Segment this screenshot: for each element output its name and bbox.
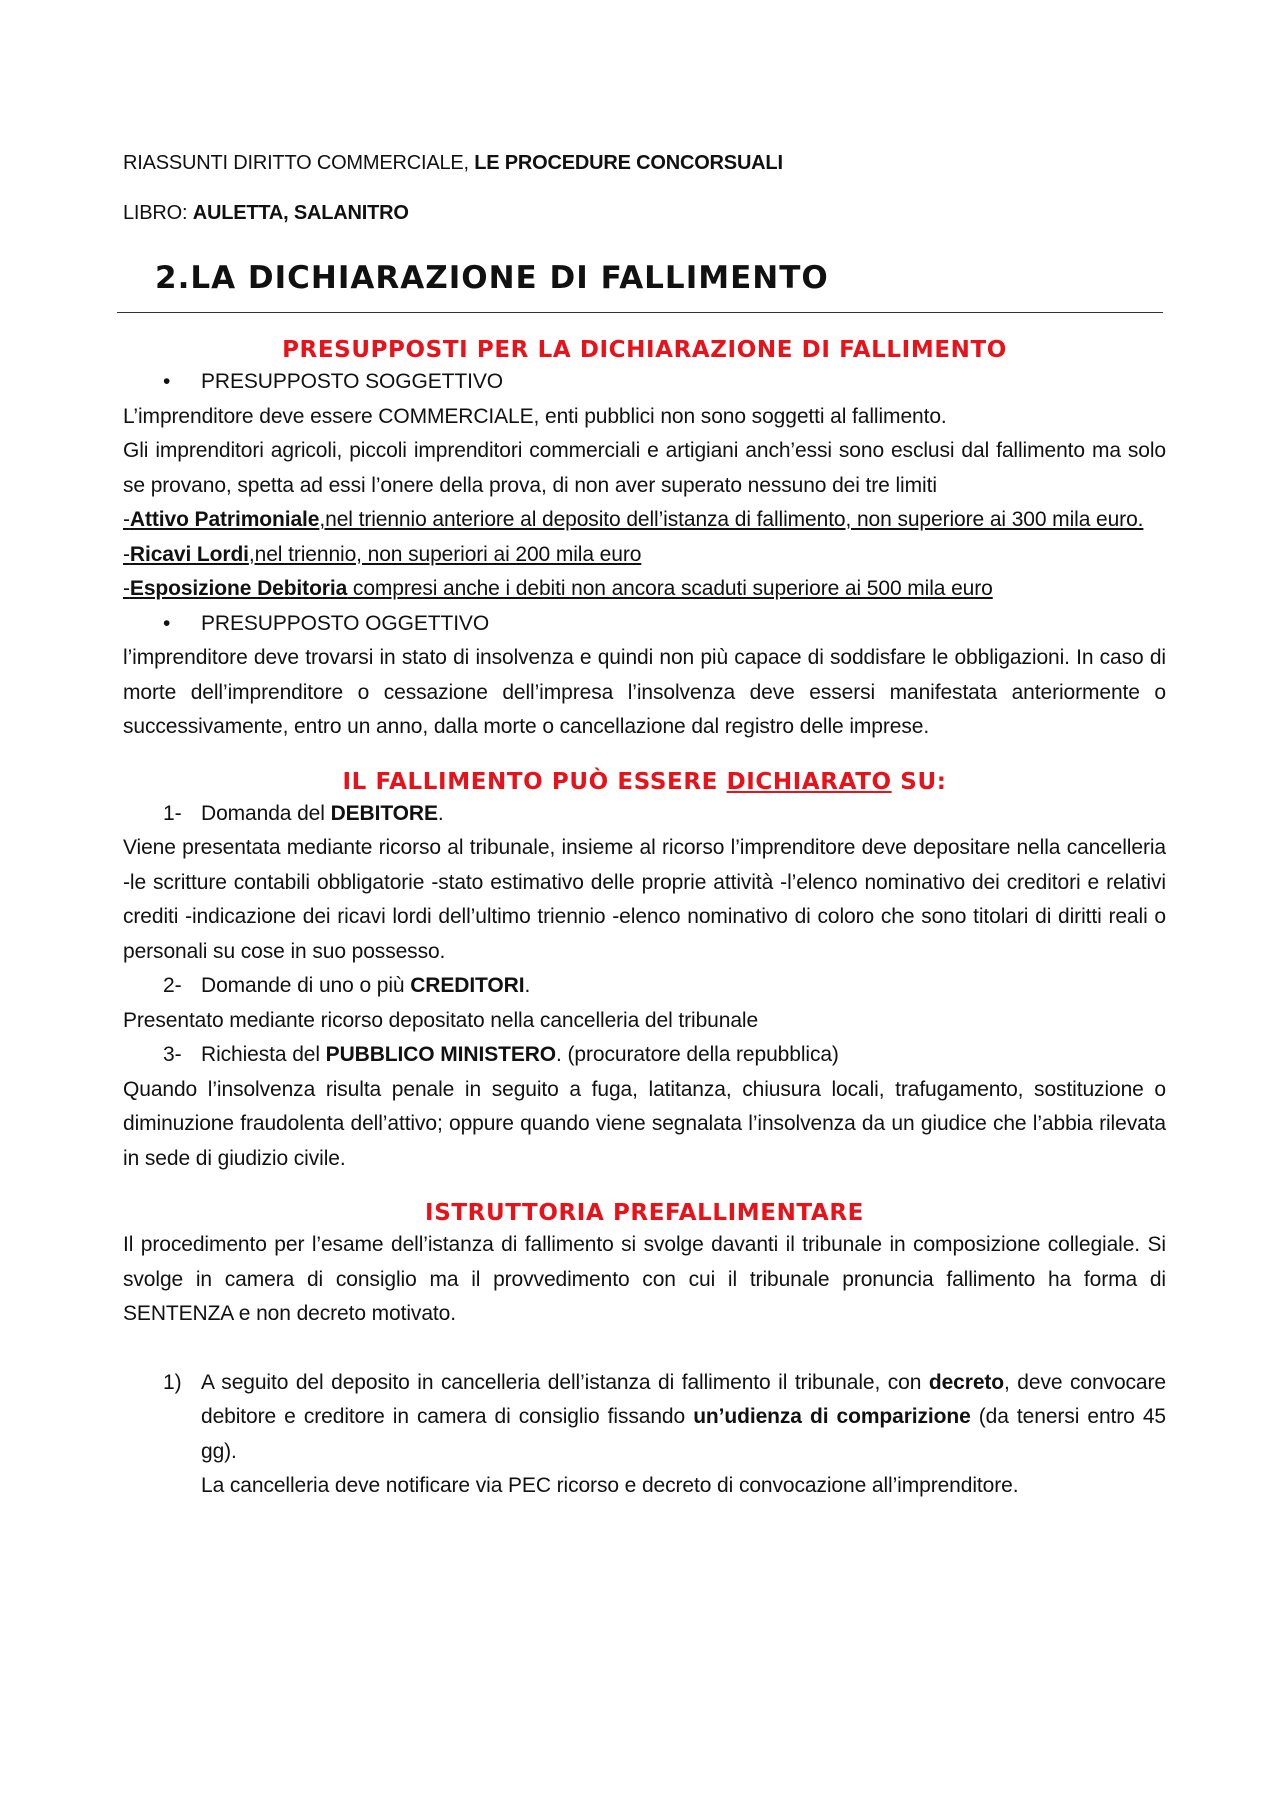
paragraph: Il procedimento per l’esame dell’istanza di fallimento si svolge davanti il tribunale in composizione collegiale. Si svolge in camera di consiglio ma il provvedimento con cui il tribunale pronuncia fallimento ha forma di SENTENZA e non decreto motivato. — [123, 1233, 1166, 1325]
section-heading-dichiarato: IL FALLIMENTO PUÒ ESSERE DICHIARATO SU: — [342, 768, 947, 795]
list-item-debitore: 1- Domanda del DEBITORE. — [163, 801, 444, 825]
paragraph: Gli imprenditori agricoli, piccoli imprenditori commerciali e artigiani anch’essi sono esclusi dal fallimento ma solo se provano, spetta ad essi l’onere della prova, di non aver superato nessuno dei tre limiti — [123, 439, 1166, 497]
bullet-presupposto-oggettivo — [123, 607, 1166, 642]
document-page — [123, 150, 1166, 1504]
bullet-presupposto-soggettivo — [123, 365, 1166, 400]
paragraph: Quando l’insolvenza risulta penale in seguito a fuga, latitanza, chiusura locali, trafugamento, sostituzione o diminuzione fraudolenta dell’attivo; oppure quando viene segnalata l’insolvenza da un giudice che l’abbia rilevata in sede di giudizio civile. — [123, 1077, 1166, 1170]
section-heading-istruttoria: ISTRUTTORIA PREFALLIMENTARE — [425, 1200, 864, 1226]
bullet-icon: • — [163, 370, 171, 393]
section-heading-presupposti: PRESUPPOSTI PER LA DICHIARAZIONE DI FALLIMENTO — [282, 337, 1007, 363]
subject-label: RIASSUNTI DIRITTO COMMERCIALE, — [123, 152, 475, 174]
document-book-line — [123, 200, 1166, 226]
paragraph: Viene presentata mediante ricorso al tribunale, insieme al ricorso l’imprenditore deve depositare nella cancelleria -le scritture contabili obbligatorie -stato estimativo delle proprie attività -l’elenco nominativo dei creditori e relativi crediti -indicazione dei ricavi lordi dell’ultimo triennio -elenco nominativo di coloro che sono titolari di diritti reali o personali su cose in suo possesso. — [123, 836, 1166, 963]
limit-ricavi-lordi: -Ricavi Lordi,nel triennio, non superiori ai 200 mila euro — [123, 542, 642, 566]
step-item-1: 1) A seguito del deposito in cancelleria dell’istanza di fallimento il tribunale, con decreto, deve convocare debitore e creditore in camera di consiglio fissando un’udienza di comparizione (da tenersi entro 45 gg). La cancelleria deve notificare via PEC ricorso e decreto di convocazione all’imprenditore. — [163, 1370, 1166, 1497]
limit-esposizione-debitoria: -Esposizione Debitoria compresi anche i debiti non ancora scaduti superiore ai 500 mila euro — [123, 577, 993, 600]
paragraph: Presentato mediante ricorso depositato nella cancelleria del tribunale — [123, 1008, 759, 1032]
document-subject-line — [123, 150, 1166, 176]
list-item-pubblico-ministero: 3- Richiesta del PUBBLICO MINISTERO. (procuratore della repubblica) — [163, 1043, 839, 1066]
paragraph: L’imprenditore deve essere COMMERCIALE, enti pubblici non sono soggetti al fallimento. — [123, 404, 947, 428]
book-label: LIBRO: — [123, 202, 193, 224]
limit-attivo-patrimoniale: -Attivo Patrimoniale,nel triennio anteriore al deposito dell’istanza di fallimento, non superiore ai 300 mila euro. — [123, 508, 1144, 531]
subject-topic: LE PROCEDURE CONCORSUALI — [474, 152, 783, 174]
bullet-label: PRESUPPOSTO OGGETTIVO — [201, 611, 490, 635]
chapter-title: 2.LA DICHIARAZIONE DI FALLIMENTO — [155, 260, 829, 296]
bullet-label: PRESUPPOSTO SOGGETTIVO — [201, 370, 503, 393]
paragraph: l’imprenditore deve trovarsi in stato di insolvenza e quindi non più capace di soddisfare le obbligazioni. In caso di morte dell’imprenditore o cessazione dell’impresa l’insolvenza deve essersi manifestata anteriormente o successivamente, entro un anno, dalla morte o cancellazione dal registro delle imprese. — [123, 646, 1166, 738]
bullet-icon: • — [163, 611, 171, 635]
book-authors: AULETTA, SALANITRO — [192, 202, 409, 224]
list-item-creditori: 2- Domande di uno o più CREDITORI. — [163, 974, 531, 997]
